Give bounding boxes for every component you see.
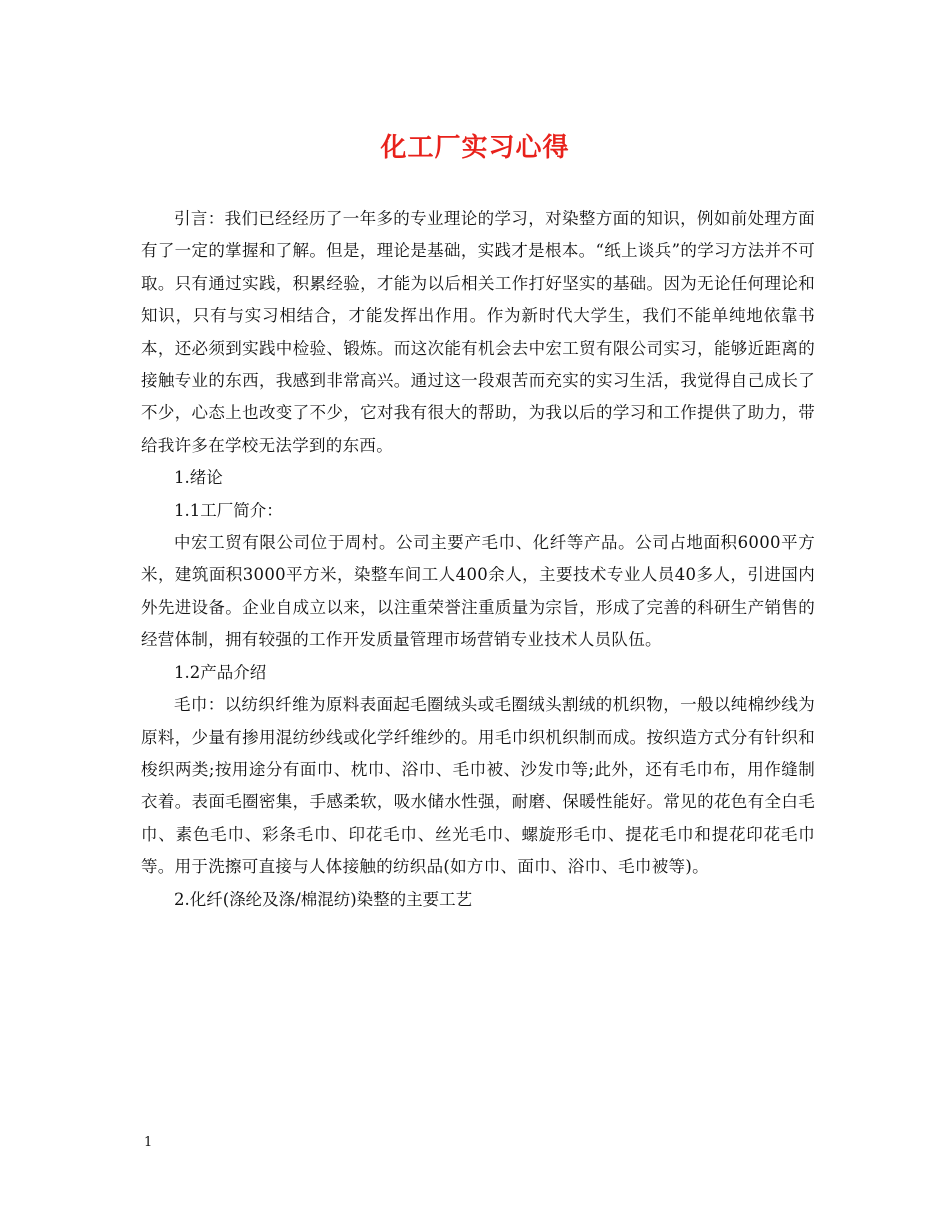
document-title: 化工厂实习心得 (380, 133, 570, 163)
document-body (141, 203, 815, 916)
subsection-heading-factory: 1.1工厂简介： (174, 500, 283, 520)
section-heading-process: 2.化纤(涤纶及涤/棉混纺)染整的主要工艺 (174, 889, 473, 909)
subsection-heading-products: 1.2产品介绍 (174, 662, 267, 682)
intro-paragraph: 引言：我们已经经历了一年多的专业理论的学习，对染整方面的知识，例如前处理方面有了一定的掌握和了解。但是，理论是基础，实践才是根本。“纸上谈兵”的学习方法并不可取。只有通过实践，积累经验，才能为以后相关工作打好坚实的基础。因为无论任何理论和知识，只有与实习相结合，才能发挥出作用。作为新时代大学生，我们不能单纯地依靠书本，还必须到实践中检验、锻炼。而这次能有机会去中宏工贸有限公司实习，能够近距离的接触专业的东西，我感到非常高兴。通过这一段艰苦而充实的实习生活，我觉得自己成长了不少，心态上也改变了不少，它对我有很大的帮助，为我以后的学习和工作提供了助力，带给我许多在学校无法学到的东西。 (141, 209, 815, 455)
products-paragraph: 毛巾：以纺织纤维为原料表面起毛圈绒头或毛圈绒头割绒的机织物，一般以纯棉纱线为原料，少量有掺用混纺纱线或化学纤维纱的。用毛巾织机织制而成。按织造方式分有针织和梭织两类;按用途分有面巾、枕巾、浴巾、毛巾被、沙发巾等;此外，还有毛巾布，用作缝制衣着。表面毛圈密集，手感柔软，吸水储水性强，耐磨、保暖性能好。常见的花色有全白毛巾、素色毛巾、彩条毛巾、印花毛巾、丝光毛巾、螺旋形毛巾、提花毛巾和提花印花毛巾等。用于洗擦可直接与人体接触的纺织品(如方巾、面巾、浴巾、毛巾被等)。 (141, 695, 815, 877)
page-number: 1 (144, 1135, 153, 1150)
factory-paragraph: 中宏工贸有限公司位于周村。公司主要产毛巾、化纤等产品。公司占地面积6000平方米，建筑面积3000平方米，染整车间工人400余人，主要技术专业人员40多人，引进国内外先进设备。企业自成立以来，以注重荣誉注重质量为宗旨，形成了完善的科研生产销售的经营体制，拥有较强的工作开发质量管理市场营销专业技术人员队伍。 (141, 533, 815, 650)
section-heading-introduction: 1.绪论 (174, 468, 223, 488)
